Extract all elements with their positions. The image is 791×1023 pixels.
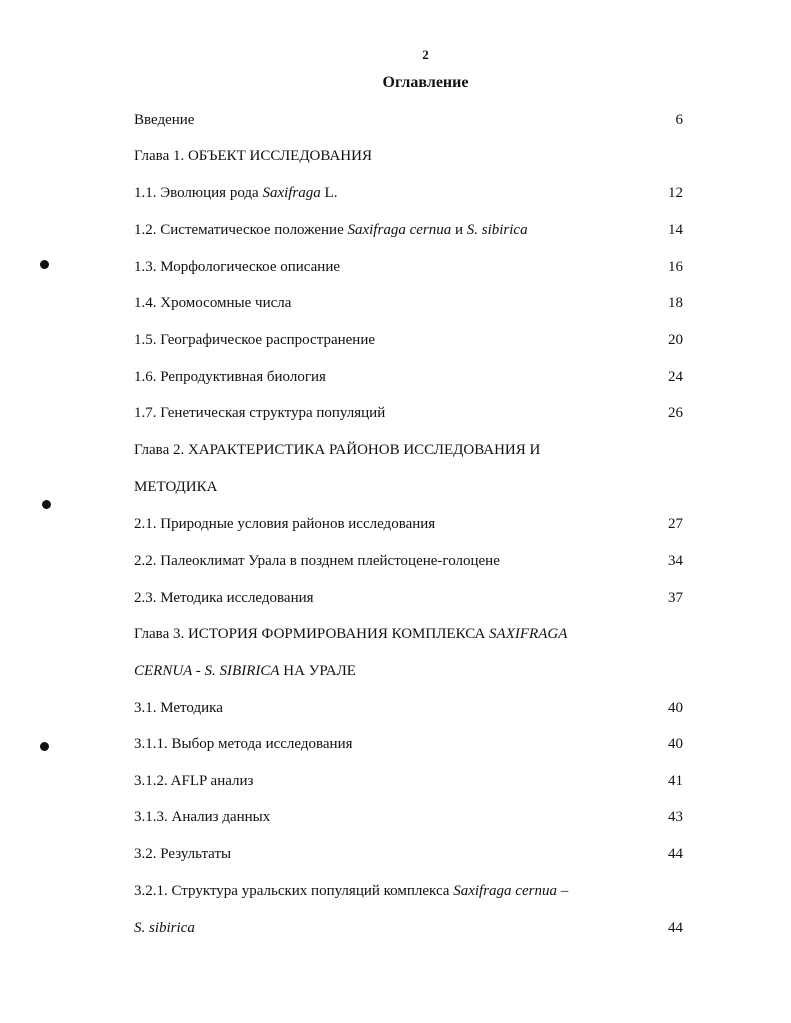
toc-entry-page: 40 (668, 700, 683, 716)
toc-entry-page: 44 (668, 846, 683, 862)
toc-entry-page: 16 (668, 259, 683, 275)
toc-entry-3-2-1-line1[interactable] (0, 880, 791, 902)
toc-entry-page: 37 (668, 590, 683, 606)
toc-entry-1-6[interactable] (0, 366, 791, 388)
toc-entry-label: 1.3. Морфологическое описание (134, 259, 341, 275)
toc-entry-label: CERNUA - S. SIBIRICA НА УРАЛЕ (134, 663, 356, 679)
toc-entry-label: 3.1. Методика (134, 700, 223, 716)
toc-entry-label: 1.6. Репродуктивная биология (134, 369, 326, 385)
toc-entry-1-7[interactable] (0, 402, 791, 424)
toc-entry-label: 1.1. Эволюция рода Saxifraga L. (134, 185, 338, 201)
page-number: 2 (422, 47, 429, 62)
toc-entry-page: 24 (668, 369, 683, 385)
toc-entry-2-2[interactable] (0, 550, 791, 572)
toc-entry-label: S. sibirica (134, 920, 195, 936)
toc-entry-1-1[interactable] (0, 182, 791, 204)
toc-entry-label: 1.7. Генетическая структура популяций (134, 405, 386, 421)
toc-entry-page: 34 (668, 553, 683, 569)
toc-entry-3-1-3[interactable] (0, 806, 791, 828)
toc-entry-page: 12 (668, 185, 683, 201)
toc-entry-label: 1.2. Систематическое положение Saxifraga cernua и S. sibirica (134, 222, 528, 238)
toc-chapter-2-line1[interactable] (0, 439, 791, 461)
toc-entry-1-4[interactable] (0, 292, 791, 314)
toc-chapter-1[interactable] (0, 145, 791, 167)
toc-entry-page: 6 (675, 112, 683, 128)
toc-entry-label: МЕТОДИКА (134, 479, 218, 495)
toc-entry-3-1-2[interactable] (0, 770, 791, 792)
toc-entry-page: 14 (668, 222, 683, 238)
toc-chapter-2-line2[interactable] (0, 476, 791, 498)
toc-entry-page: 40 (668, 736, 683, 752)
toc-entry-3-2[interactable] (0, 843, 791, 865)
toc-entry-label: 3.2.1. Структура уральских популяций комплекса Saxifraga cernua – (134, 883, 569, 899)
toc-entry-label: Глава 1. ОБЪЕКТ ИССЛЕДОВАНИЯ (134, 148, 372, 164)
toc-entry-label: 1.5. Географическое распространение (134, 332, 376, 348)
toc-entry-2-1[interactable] (0, 513, 791, 535)
toc-entry-3-1[interactable] (0, 697, 791, 719)
toc-entry-label: 3.1.2. AFLP анализ (134, 773, 254, 789)
toc-chapter-3-line1[interactable] (0, 623, 791, 645)
toc-entry-label: Глава 3. ИСТОРИЯ ФОРМИРОВАНИЯ КОМПЛЕКСА SAXIFRAGA (134, 626, 568, 642)
toc-entry-label: Введение (134, 112, 195, 128)
punch-hole-mark (42, 500, 51, 509)
toc-entry-label: Глава 2. ХАРАКТЕРИСТИКА РАЙОНОВ ИССЛЕДОВАНИЯ И (134, 442, 541, 458)
toc-entry-label: 2.2. Палеоклимат Урала в позднем плейстоцене-голоцене (134, 553, 500, 569)
toc-entry-label: 2.1. Природные условия районов исследования (134, 516, 436, 532)
toc-entry-1-3[interactable] (0, 256, 791, 278)
toc-entry-1-2[interactable] (0, 219, 791, 241)
toc-entry-3-1-1[interactable] (0, 733, 791, 755)
toc-entry-page: 41 (668, 773, 683, 789)
toc-entry-label: 3.1.3. Анализ данных (134, 809, 271, 825)
toc-entry-1-5[interactable] (0, 329, 791, 351)
toc-entry-page: 27 (668, 516, 683, 532)
toc-entry-page: 26 (668, 405, 683, 421)
toc-entry-label: 2.3. Методика исследования (134, 590, 314, 606)
toc-chapter-3-line2[interactable] (0, 660, 791, 682)
toc-entry-label: 3.1.1. Выбор метода исследования (134, 736, 353, 752)
toc-title: Оглавление (382, 74, 469, 91)
toc-entry-page: 44 (668, 920, 683, 936)
toc-entry-page: 20 (668, 332, 683, 348)
toc-entry-label: 1.4. Хромосомные числа (134, 295, 292, 311)
toc-entry-3-2-1-line2[interactable] (0, 917, 791, 939)
toc-entry-intro[interactable] (0, 109, 791, 131)
toc-entry-2-3[interactable] (0, 587, 791, 609)
toc-entry-page: 43 (668, 809, 683, 825)
toc-entry-label: 3.2. Результаты (134, 846, 232, 862)
toc-entry-page: 18 (668, 295, 683, 311)
